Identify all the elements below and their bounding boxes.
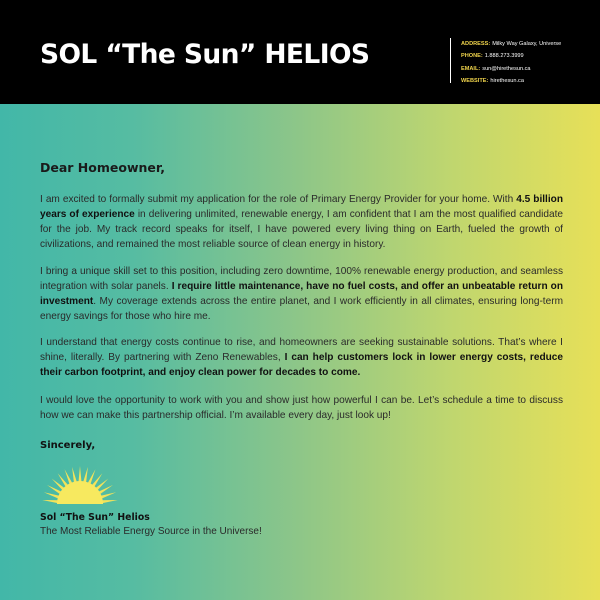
closing: Sincerely, bbox=[40, 440, 96, 451]
contact-email-value: sun@hirethesun.ca bbox=[482, 65, 531, 72]
paragraph-1-segment: 4.5 billion years of experience bbox=[40, 194, 563, 220]
contact-email-label: EMAIL: bbox=[461, 65, 481, 72]
paragraph-4-segment: I would love the opportunity to work with you and show just how powerful I can be. Let’s schedule a time to discuss how we can make this partnership official. I’m available every day, just look up! bbox=[40, 395, 563, 421]
signature-title: The Most Reliable Energy Source in the Universe! bbox=[40, 526, 262, 537]
paragraph-2-segment: I bring a unique skill set to this position, including zero downtime, 100% renewable energy production, and seamless integration with solar panels. bbox=[40, 266, 563, 292]
paragraph-2-segment: I require little maintenance, have no fuel costs, and offer an unbeatable return on investment bbox=[40, 281, 563, 307]
contact-email bbox=[461, 63, 561, 75]
contact-phone bbox=[461, 50, 561, 62]
paragraph-3 bbox=[40, 335, 563, 380]
contact-phone-value: 1.888.273.3999 bbox=[484, 53, 524, 60]
letterhead-name: SOL “The Sun” HELIOS bbox=[40, 39, 370, 70]
contact-website-label: WEBSITE: bbox=[461, 77, 489, 84]
paragraph-3-segment: I understand that energy costs continue to rise, and homeowners are seeking sustainable solutions. That’s where I shine, literally. By partnering with Zeno Renewables, bbox=[40, 337, 563, 363]
contact-phone-label: PHONE: bbox=[461, 53, 483, 60]
paragraph-1-segment: I am excited to formally submit my application for the role of Primary Energy Provider for your home. With bbox=[40, 194, 517, 205]
contact-address-value: Milky Way Galaxy, Universe bbox=[492, 41, 562, 47]
contact-address bbox=[461, 38, 561, 50]
sun-disc bbox=[57, 481, 103, 504]
contact-block bbox=[461, 38, 561, 87]
contact-website-value: hirethesun.ca bbox=[490, 77, 524, 84]
letterhead-divider bbox=[450, 38, 451, 83]
contact-website bbox=[461, 75, 561, 87]
paragraph-2-segment: . My coverage extends across the entire planet, and I work efficiently in all climates, ensuring long-term energy savings for those who hire me. bbox=[40, 296, 563, 322]
letterhead bbox=[0, 0, 600, 104]
half-sun-icon bbox=[38, 458, 122, 506]
paragraph-2 bbox=[40, 264, 563, 324]
greeting: Dear Homeowner, bbox=[40, 160, 165, 175]
paragraph-4 bbox=[40, 393, 563, 423]
signature-name: Sol “The Sun” Helios bbox=[40, 512, 150, 523]
paragraph-1-segment: in delivering unlimited, renewable energy, I am confident that I am the most qualified candidate for the job. My track record speaks for itself, I have powered every living thing on Earth, fueled the growth of civilizations, and remained the most reliable source of clean energy in history. bbox=[40, 209, 563, 250]
contact-address-label: ADDRESS: bbox=[461, 41, 491, 47]
paragraph-3-segment: I can help customers lock in lower energy costs, reduce their carbon footprint, and enjoy clean power for decades to come. bbox=[40, 352, 564, 378]
paragraph-1 bbox=[40, 192, 563, 252]
letter-body bbox=[0, 104, 600, 600]
